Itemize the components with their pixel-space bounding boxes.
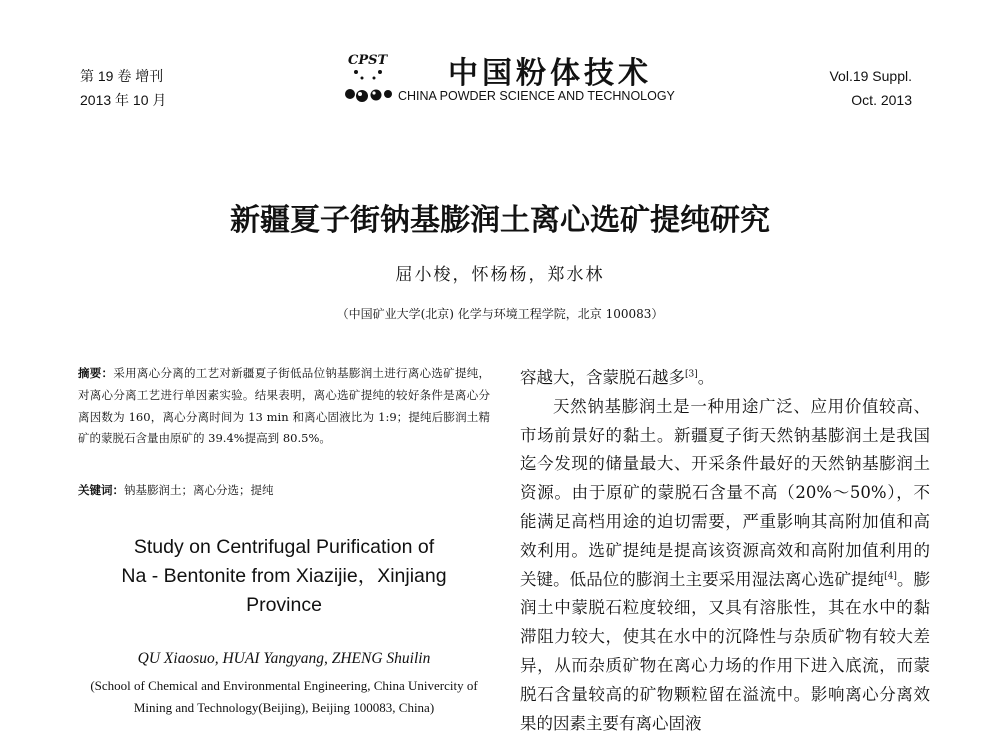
date-cn: 2013 年 10 月 [80, 92, 167, 108]
journal-name-cn: 中国粉体技术 [448, 56, 652, 91]
title-en-line: Na - Bentonite from Xiazijie，Xinjiang [121, 565, 447, 587]
affiliation-cn: （中国矿业大学(北京) 化学与环境工程学院，北京 100083） [336, 307, 664, 321]
body-paragraph: 容越大，含蒙脱石越多[3]。 [520, 368, 715, 387]
journal-volume-en [829, 64, 912, 112]
keywords-label: 关键词： [78, 483, 124, 497]
affiliation-en-line: Mining and Technology(Beijing), Beijing 100083, China) [133, 700, 435, 715]
volume-en: Vol.19 Suppl. [829, 68, 912, 84]
logo-text: CPST [348, 53, 388, 68]
title-en-line: Study on Centrifugal Purification of [133, 536, 435, 558]
keywords-cn [78, 482, 274, 498]
affiliation-en [78, 675, 490, 719]
journal-name-en: CHINA POWDER SCIENCE AND TECHNOLOGY [398, 89, 675, 103]
date-en: Oct. 2013 [851, 92, 912, 108]
article-title-en [78, 533, 490, 620]
journal-volume-cn [80, 64, 166, 112]
article-title-cn: 新疆夏子街钠基膨润土离心选矿提纯研究 [230, 203, 770, 238]
affiliation-en-line: (School of Chemical and Environmental Engineering, China Univercity of [90, 678, 478, 693]
keywords-text: 钠基膨润土；离心分选；提纯 [124, 483, 274, 497]
authors-cn: 屈小梭，怀杨杨，郑水林 [395, 265, 605, 285]
abstract-label: 摘要： [78, 366, 114, 380]
volume-cn: 第 19 卷 增刊 [80, 68, 164, 84]
body-paragraph: 天然钠基膨润土是一种用途广泛、应用价值较高、市场前景好的黏土。新疆夏子街天然钠基膨润土是我国迄今发现的储量最大、开采条件最好的天然钠基膨润土资源。由于原矿的蒙脱石含量不高（20%～50%），不能满足高档用途的迫切需要，严重影响其高附加值和高效利用。选矿提纯是提高该资源高效和高附加值利用的关键。低品位的膨润土主要采用湿法离心选矿提纯[4]。膨润土中蒙脱石粒度较细，又具有溶胀性，其在水中的黏滞阻力较大，使其在水中的沉降性与杂质矿物有较大差异，从而杂质矿物在离心力场的作用下进入底流，而蒙脱石含量较高的矿物颗粒留在溢流中。影响离心分离效果的因素主要有离心固液 [520, 396, 931, 733]
citation: [3] [685, 369, 698, 380]
authors-en: QU Xiaosuo, HUAI Yangyang, ZHENG Shuilin [137, 650, 431, 667]
abstract-text: 采用离心分离的工艺对新疆夏子街低品位钠基膨润土进行离心选矿提纯，对离心分离工艺进行单因素实验。结果表明，离心选矿提纯的较好条件是离心分离因数为 160，离心分离时间为 13 min 和离心固液比为 1:9；提纯后膨润土精矿的蒙脱石含量由原矿的 39.4%提高到 80.5%。 [78, 366, 491, 446]
abstract-cn [78, 363, 490, 450]
citation: [4] [884, 571, 897, 582]
body-text-column [520, 364, 930, 738]
journal-logo-icon [338, 50, 398, 106]
title-en-line: Province [246, 594, 322, 616]
